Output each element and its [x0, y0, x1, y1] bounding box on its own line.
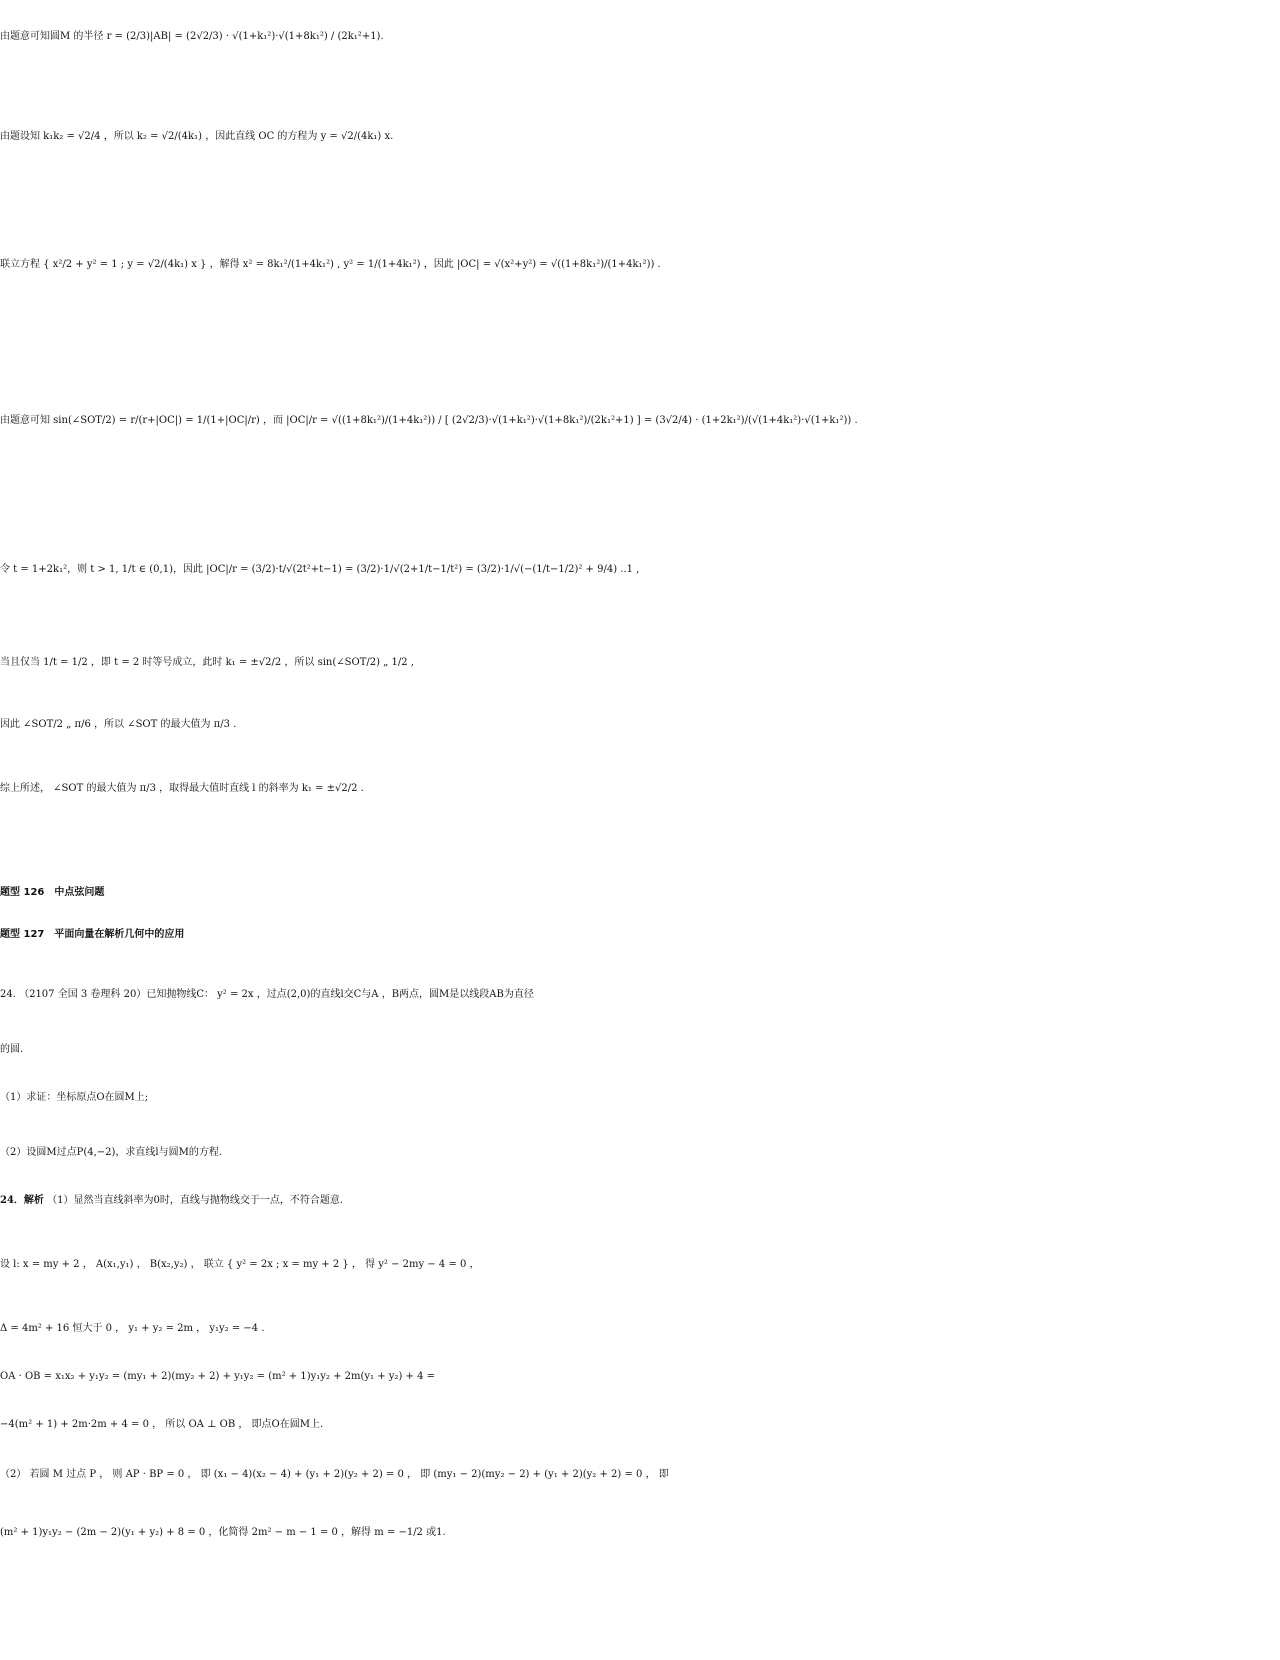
part-2-condition-line: （2） 若圆 M 过点 P ， 则 AP · BP = 0 ， 即 (x₁ − 4)(x₂ − 4) + (y₁ + 2)(y₂ + 2) = 0 ， 即 (my₁ − 2)(my₂ − 2) + (y₁ + 2)(y₂ + 2) = 0 ， 即	[0, 1469, 669, 1480]
problem-24-part-1: （1）求证：坐标原点O在圆M上;	[0, 1092, 149, 1103]
substitution-t-line: 令 t = 1+2k₁²，则 t > 1, 1/t ∈ (0,1)，因此 |OC|/r = (3/2)·t/√(2t²+t−1) = (3/2)·1/√(2+1/t−1/t²) = (3/2)·1/√(−(1/t−1/2)² + 9/4) ..1 ,	[0, 564, 640, 575]
sin-half-angle-line: 由题意可知 sin(∠SOT/2) = r/(r+|OC|) = 1/(1+|OC|/r) ，而 |OC|/r = √((1+8k₁²)/(1+4k₁²)) / [ (2√2/3)·√(1+k₁²)·√(1+8k₁²)/(2k₁²+1) ] = (3√2/4) · (1+2k₁²)/(√(1+4k₁²)·√(1+k₁²)) .	[0, 415, 858, 426]
section-heading-127: 题型 127 平面向量在解析几何中的应用	[0, 929, 185, 940]
problem-24-statement-cont: 的圆.	[0, 1044, 24, 1055]
summary-line: 综上所述， ∠SOT 的最大值为 π/3 ，取得最大值时直线 l 的斜率为 k₁ = ±√2/2 .	[0, 783, 364, 794]
solution-24-line-1	[0, 1186, 1280, 1216]
section-heading-126: 题型 126 中点弦问题	[0, 887, 105, 898]
perpendicular-conclusion-line: −4(m² + 1) + 2m·2m + 4 = 0 ， 所以 OA ⊥ OB ， 即点O在圆M上.	[0, 1419, 324, 1430]
equality-condition-line: 当且仅当 1/t = 1/2 ，即 t = 2 时等号成立，此时 k₁ = ±√2/2 ，所以 sin(∠SOT/2) „ 1/2 ,	[0, 657, 414, 668]
solution-label: 24．解析	[0, 1195, 44, 1206]
solution-24-part-1-text: （1）显然当直线斜率为0时，直线与抛物线交于一点，不符合题意.	[43, 1195, 344, 1206]
oc-line-equation: 由题设知 k₁k₂ = √2/4 ，所以 k₂ = √2/(4k₁) ，因此直线 OC 的方程为 y = √2/(4k₁) x.	[0, 131, 394, 142]
discriminant-line: Δ = 4m² + 16 恒大于 0 ， y₁ + y₂ = 2m ， y₁y₂ = −4 .	[0, 1323, 265, 1334]
radius-derivation-line: 由题意可知圆M 的半径 r = (2/3)|AB| = (2√2/3) · √(1+k₁²)·√(1+8k₁²) / (2k₁²+1).	[0, 31, 384, 42]
solution-setup-line: 设 l: x = my + 2 ， A(x₁,y₁) ， B(x₂,y₂) ， 联立 { y² = 2x ; x = my + 2 } ， 得 y² − 2my − 4 = 0 ，	[0, 1259, 480, 1270]
dot-product-line: OA · OB = x₁x₂ + y₁y₂ = (my₁ + 2)(my₂ + 2) + y₁y₂ = (m² + 1)y₁y₂ + 2m(y₁ + y₂) + 4 =	[0, 1371, 435, 1382]
system-of-equations-line: 联立方程 { x²/2 + y² = 1 ; y = √2/(4k₁) x } ，解得 x² = 8k₁²/(1+4k₁²) , y² = 1/(1+4k₁²) ，因此 |OC| = √(x²+y²) = √((1+8k₁²)/(1+4k₁²)) .	[0, 259, 661, 270]
part-2-solution-line: (m² + 1)y₁y₂ − (2m − 2)(y₁ + y₂) + 8 = 0 ，化简得 2m² − m − 1 = 0 ，解得 m = −1/2 或1.	[0, 1527, 446, 1538]
problem-24-statement: 24. （2107 全国 3 卷理科 20）已知抛物线C： y² = 2x ，过点(2,0)的直线l交C与A ，B两点，圆M是以线段AB为直径	[0, 989, 534, 1000]
problem-24-part-2: （2）设圆M过点P(4,−2)，求直线l与圆M的方程.	[0, 1147, 223, 1158]
angle-bound-line: 因此 ∠SOT/2 „ π/6 ，所以 ∠SOT 的最大值为 π/3 .	[0, 719, 237, 730]
